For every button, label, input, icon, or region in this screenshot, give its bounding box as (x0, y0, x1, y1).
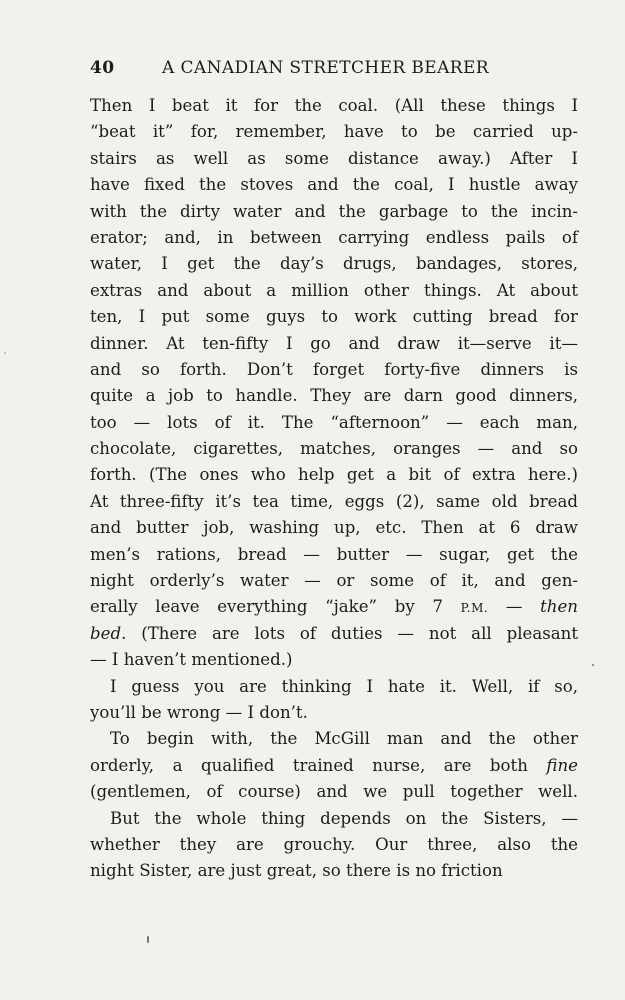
text-line: water, I get the day’s drugs, bandages, stores, (90, 254, 578, 274)
text-line: (gentlemen, of course) and we pull together well. (90, 782, 578, 802)
italic-text: bed. (90, 623, 127, 643)
text-line (90, 594, 578, 620)
text-line: have fixed the stoves and the coal, I hustle away (90, 175, 578, 195)
italic-text: then (540, 597, 578, 617)
text-line: “beat it” for, remember, have to be carried up- (90, 122, 578, 142)
text-line: and butter job, washing up, etc. Then at 6 draw (90, 518, 578, 538)
body-text (90, 93, 578, 885)
text-segment: erally leave everything “jake” by 7 (90, 597, 443, 617)
page-number: 40 (90, 58, 115, 78)
text-line: I guess you are thinking I hate it. Well, if so, (110, 676, 578, 696)
text-segment: orderly, a qualified trained nurse, are both (90, 755, 528, 775)
paper-speck (147, 936, 149, 943)
page-header (90, 58, 570, 82)
text-line: night orderly’s water — or some of it, and gen- (90, 571, 578, 591)
text-line: you’ll be wrong — I don’t. (90, 702, 308, 722)
paper-speck (4, 352, 6, 354)
text-line: extras and about a million other things. At about (90, 280, 578, 300)
text-line: and so forth. Don’t forget forty-five dinners is (90, 359, 578, 379)
text-line: Then I beat it for the coal. (All these things I (90, 96, 578, 115)
text-line: erator; and, in between carrying endless pails of (90, 227, 578, 247)
text-line: quite a job to handle. They are darn good dinners, (90, 386, 578, 406)
text-line: men’s rations, bread — butter — sugar, get the (90, 544, 578, 564)
text-line: dinner. At ten-fifty I go and draw it—serve it— (90, 333, 578, 353)
text-segment: (There are lots of duties — not all pleasant (126, 623, 578, 643)
text-line: too — lots of it. The “afternoon” — each man, (90, 412, 578, 432)
text-segment: — (488, 597, 541, 617)
paper-speck (592, 664, 594, 666)
text-line: To begin with, the McGill man and the other (110, 729, 578, 749)
text-line (90, 621, 578, 647)
running-head: A CANADIAN STRETCHER BEARER (162, 58, 489, 78)
text-line: At three-fifty it’s tea time, eggs (2), same old bread (90, 491, 578, 511)
text-line: night Sister, are just great, so there is no friction (90, 861, 503, 881)
small-caps-time: P.M. (460, 601, 489, 616)
text-line: with the dirty water and the garbage to the incin- (90, 201, 578, 221)
text-line: But the whole thing depends on the Sisters, — (110, 808, 578, 828)
text-line: ten, I put some guys to work cutting bread for (90, 307, 578, 327)
text-line: chocolate, cigarettes, matches, oranges — and so (90, 439, 578, 459)
text-line: stairs as well as some distance away.) After I (90, 148, 578, 168)
text-line: — I haven’t mentioned.) (90, 650, 293, 670)
text-line: whether they are grouchy. Our three, also the (90, 834, 578, 854)
text-line: forth. (The ones who help get a bit of extra here.) (90, 465, 578, 485)
text-line (90, 753, 578, 779)
italic-text: fine (546, 755, 578, 775)
